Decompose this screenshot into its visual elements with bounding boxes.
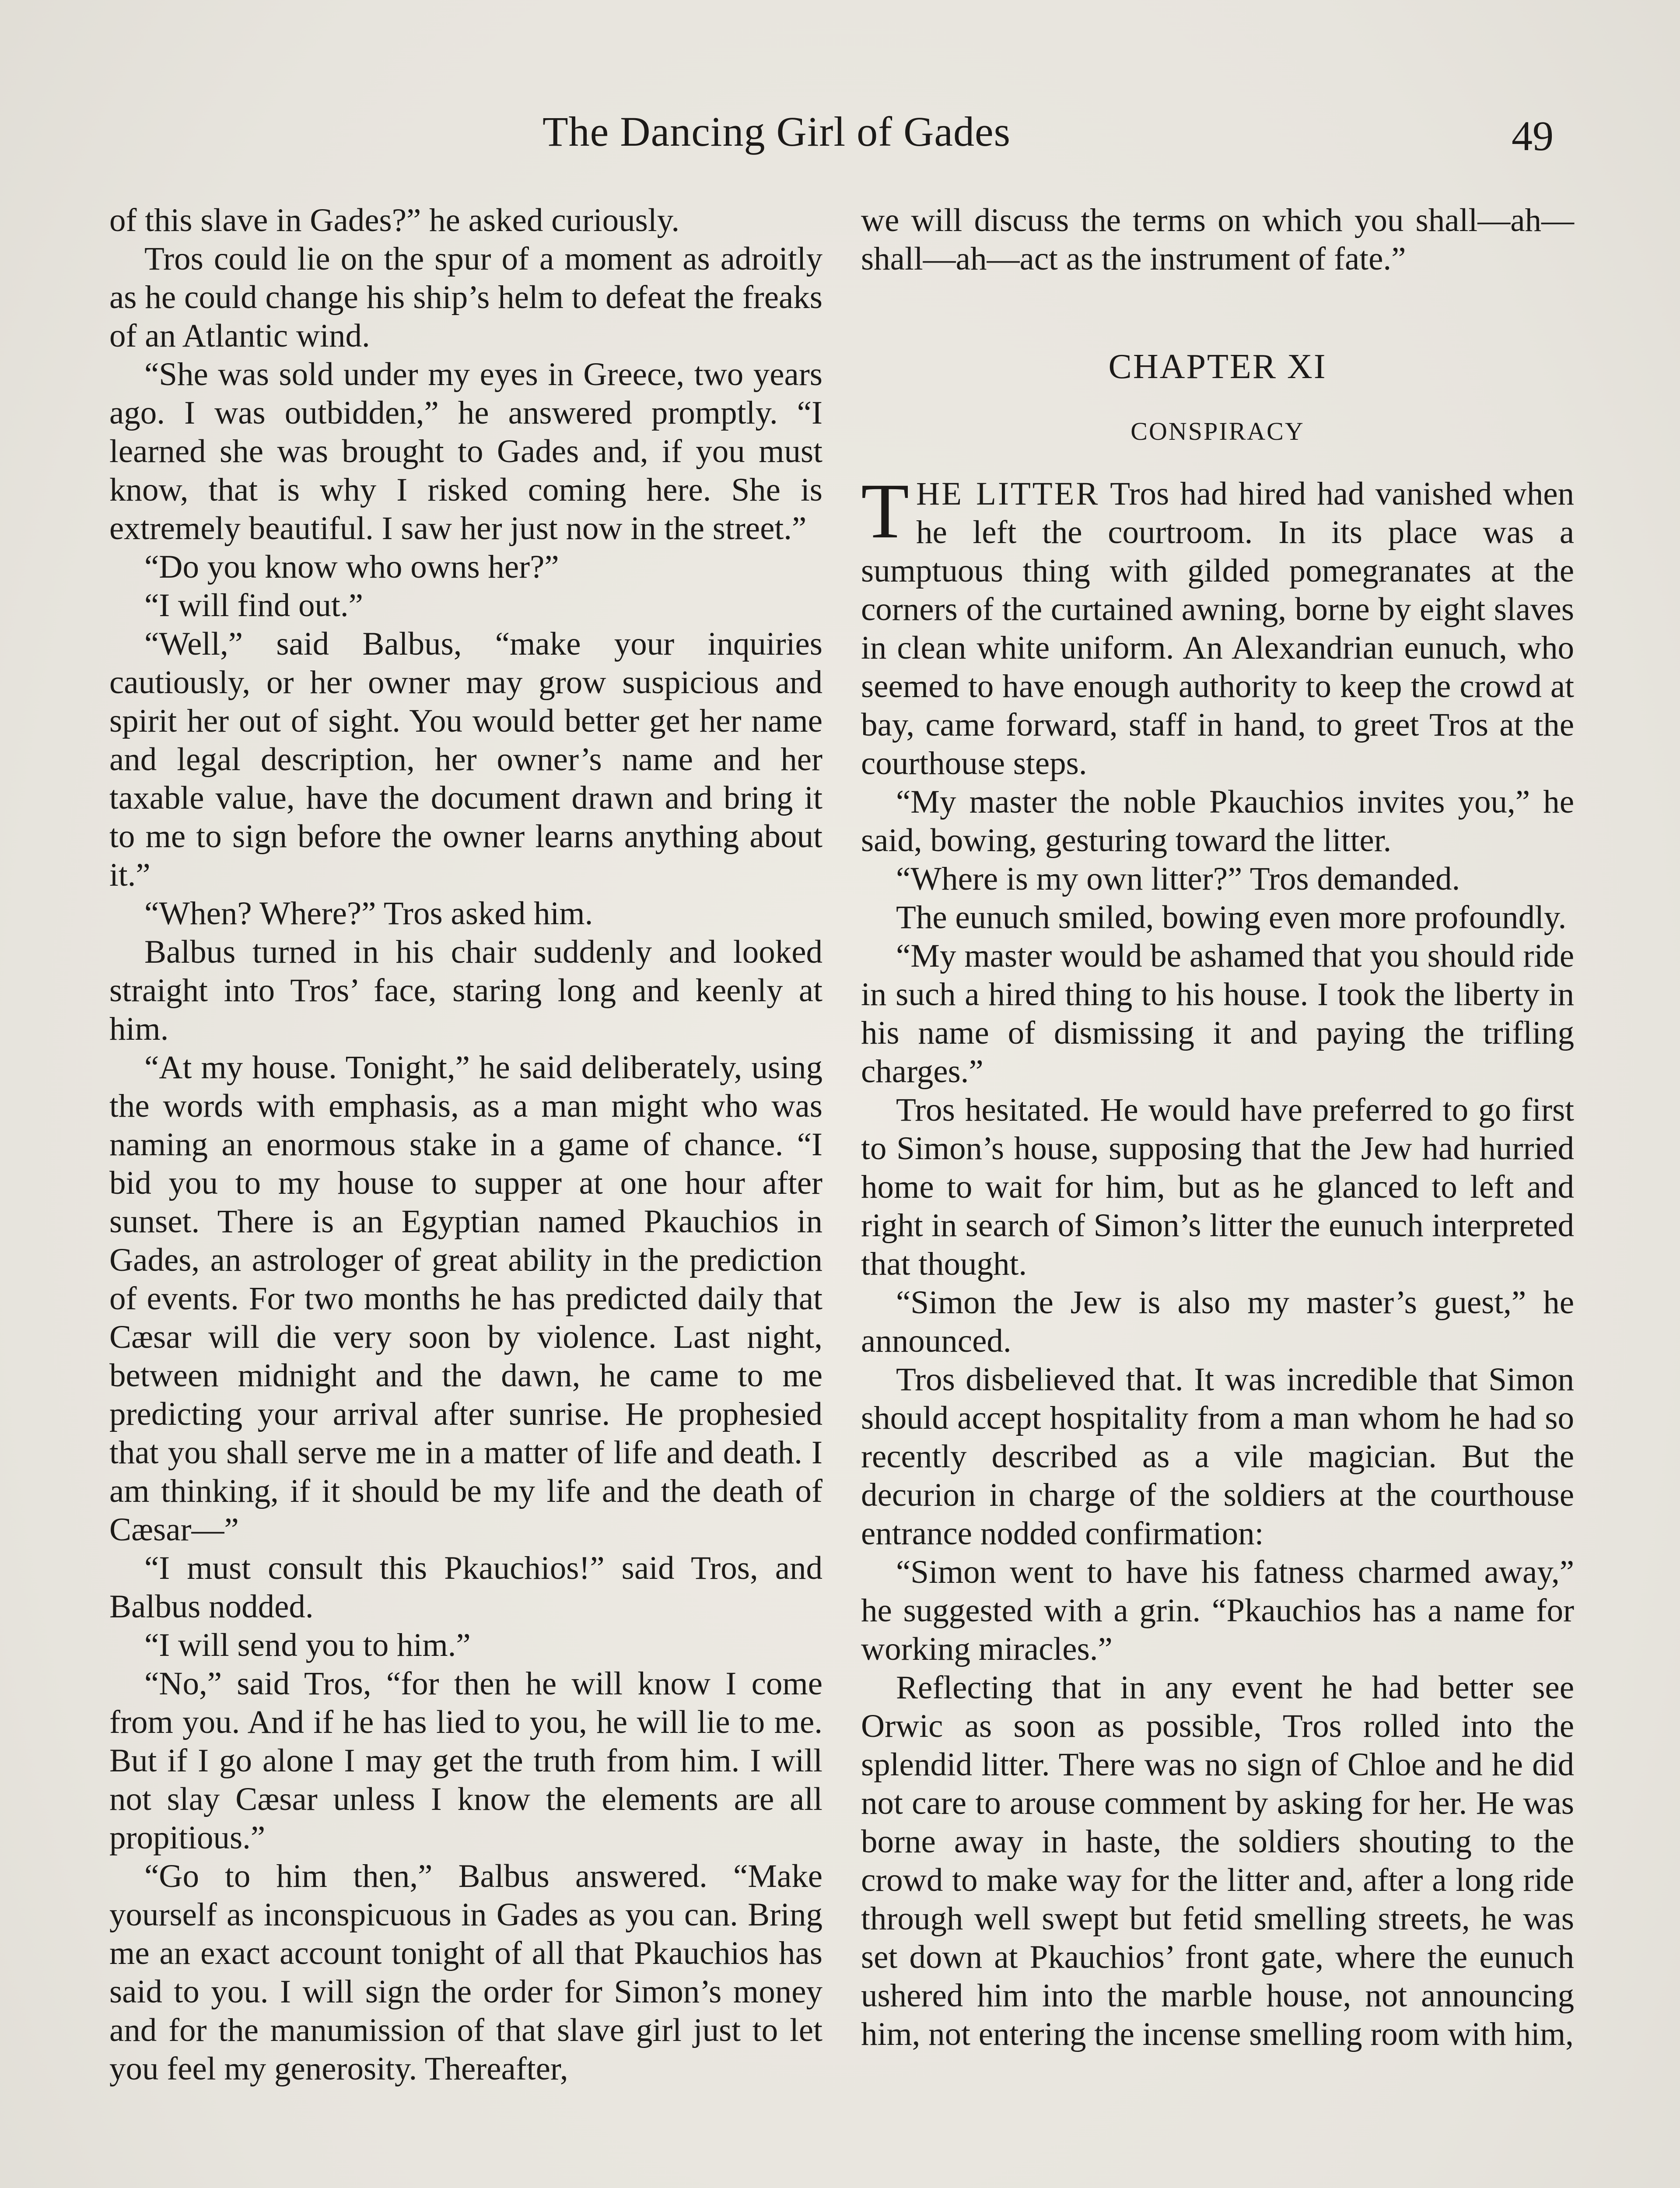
paragraph: “Well,” said Balbus, “make your inquiries cautiously, or her owner may grow suspicious and spirit her out of sight. You would better get her name and legal description, her owner’s name and her taxable value, have the document drawn and bring it to me to sign before the owner learns anything about it.” bbox=[109, 626, 822, 893]
chapter-title: CHAPTER XI bbox=[1108, 347, 1327, 386]
continued-paragraph: we will discuss the terms on which you shall—ah—shall—ah—act as the instrument of fate.” bbox=[861, 202, 1574, 277]
paragraph: “Simon went to have his fatness charmed away,” he suggested with a grin. “Pkauchios has a name for working miracles.” bbox=[861, 1554, 1574, 1667]
paragraph: “Go to him then,” Balbus answered. “Make yourself as inconspicuous in Gades as you can. Bring me an exact account tonight of all that Pkauchios has said to you. I will sign the order for Simon’s money and for the manumission of that slave girl just to let you feel my generosity. Thereafter, bbox=[109, 1858, 822, 2087]
paragraph: of this slave in Gades?” he asked curiously. bbox=[109, 202, 680, 238]
paragraph: “Simon the Jew is also my master’s guest,” he announced. bbox=[861, 1284, 1574, 1359]
paragraph: Tros could lie on the spur of a moment as adroitly as he could change his ship’s helm to defeat the freaks of an Atlantic wind. bbox=[109, 241, 822, 354]
paragraph: “Do you know who owns her?” bbox=[144, 549, 559, 585]
opening-smallcaps: HE LITTER bbox=[916, 476, 1100, 512]
paragraph: Reflecting that in any event he had better see Orwic as soon as possible, Tros rolled into the splendid litter. There was no sign of Chloe and he did not care to arouse comment by asking for her. He was borne away in haste, the soldiers shouting to the crowd to make way for the litter and, after a long ride through well swept but fetid smelling streets, he was set down at Pkauchios’ front gate, where the eunuch ushered him into the marble house, not announcing him, not entering the incense smelling room with him, bbox=[861, 1669, 1574, 2052]
page-number: 49 bbox=[1512, 112, 1554, 159]
drop-cap-letter: T bbox=[861, 467, 909, 554]
chapter-opening-paragraph bbox=[861, 467, 1575, 783]
paragraph: “She was sold under my eyes in Greece, two years ago. I was outbidden,” he answered promptly. “I learned she was brought to Gades and, if you must know, that is why I risked coming here. She is extremely beautiful. I saw her just now in the street.” bbox=[109, 356, 822, 547]
paragraph: “I will find out.” bbox=[144, 587, 363, 624]
paragraph: “My master the noble Pkauchios invites you,” he said, bowing, gesturing toward the litter. bbox=[861, 784, 1574, 859]
paragraph: “I will send you to him.” bbox=[144, 1627, 471, 1663]
paragraph: Tros disbelieved that. It was incredible that Simon should accept hospitality from a man whom he had so recently described as a vile magician. But the decurion in charge of the soldiers at the courthouse entrance nodded confirmation: bbox=[861, 1361, 1574, 1552]
left-text-column bbox=[109, 201, 822, 2088]
paragraph: “I must consult this Pkauchios!” said Tros, and Balbus nodded. bbox=[109, 1550, 822, 1625]
paragraph: “When? Where?” Tros asked him. bbox=[144, 895, 593, 932]
paragraph: Balbus turned in his chair suddenly and looked straight into Tros’ face, staring long and keenly at him. bbox=[109, 934, 822, 1047]
paragraph: The eunuch smiled, bowing even more profoundly. bbox=[896, 899, 1567, 936]
running-head-title: The Dancing Girl of Gades bbox=[542, 108, 1011, 155]
paragraph: “My master would be ashamed that you should ride in such a hired thing to his house. I took the liberty in his name of dismissing it and paying the trifling charges.” bbox=[861, 938, 1574, 1090]
paragraph: “At my house. Tonight,” he said deliberately, using the words with emphasis, as a man might who was naming an enormous stake in a game of chance. “I bid you to my house to supper at one hour after sunset. There is an Egyptian named Pkauchios in Gades, an astrologer of great ability in the prediction of events. For two months he has predicted daily that Cæsar will die very soon by violence. Last night, between midnight and the dawn, he came to me predicting your arrival after sunrise. He prophesied that you shall serve me in a matter of life and death. I am thinking, if it should be my life and the death of Cæsar—” bbox=[109, 1049, 822, 1548]
paragraph: Tros hesitated. He would have preferred to go first to Simon’s house, supposing that the Jew had hurried home to wait for him, but as he glanced to left and right in search of Simon’s litter the eunuch interpreted that thought. bbox=[861, 1092, 1574, 1282]
paragraph: “Where is my own litter?” Tros demanded. bbox=[896, 861, 1460, 897]
right-paragraph-list bbox=[861, 783, 1574, 2054]
chapter-subtitle: CONSPIRACY bbox=[1130, 417, 1305, 445]
paragraph: “No,” said Tros, “for then he will know I come from you. And if he has lied to you, he will lie to me. But if I go alone I may get the truth from him. I will not slay Cæsar unless I know the elements are all propitious.” bbox=[109, 1666, 822, 1856]
right-text-column bbox=[861, 201, 1574, 2054]
opening-text: Tros had hired had vanished when he left the courtroom. In its place was a sumptuous thing with gilded pomegranates at the corners of the curtained awning, borne by eight slaves in clean white uniform. An Alexandrian eunuch, who seemed to have enough authority to keep the crowd at bay, came forward, staff in hand, to greet Tros at the courthouse steps. bbox=[861, 476, 1575, 782]
